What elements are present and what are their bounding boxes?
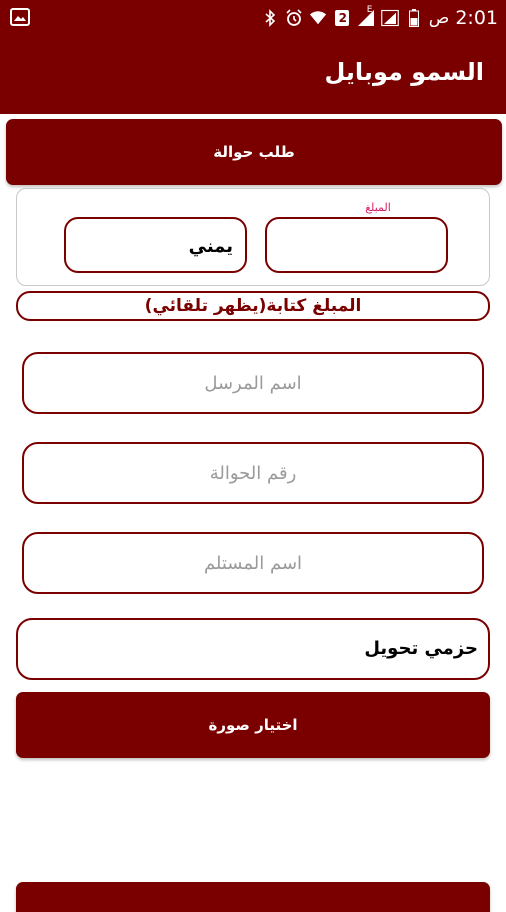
signal-icon (357, 5, 375, 27)
package-selector[interactable] (16, 618, 490, 680)
bottom-submit-button[interactable] (16, 882, 490, 912)
amount-card (16, 188, 490, 286)
transfer-number-field[interactable] (22, 442, 484, 504)
status-time: 2:01 (455, 7, 498, 29)
status-icons (261, 4, 498, 32)
alarm-icon (285, 9, 303, 27)
request-transfer-button[interactable] (6, 119, 502, 185)
sender-name-field[interactable] (22, 352, 484, 414)
app-title: السمو موبايل (324, 58, 484, 86)
wifi-icon (309, 9, 327, 27)
sender-name-input[interactable] (45, 372, 461, 395)
amount-label: المبلغ (365, 201, 391, 214)
app-bar (0, 36, 506, 114)
request-transfer-label: طلب حوالة (213, 143, 295, 161)
battery-icon (405, 9, 423, 27)
choose-image-button[interactable] (16, 692, 490, 758)
amount-in-words-field (16, 291, 490, 321)
currency-selector[interactable] (64, 217, 247, 273)
amount-input[interactable] (265, 217, 448, 273)
receiver-name-input[interactable] (45, 552, 461, 575)
choose-image-label: اختيار صورة (208, 716, 298, 734)
package-value: حزمي تحويل (364, 638, 478, 659)
status-bar (0, 0, 506, 36)
amount-in-words-text: المبلغ كتابة(يظهر تلقائي) (144, 296, 362, 316)
signal-box-icon (381, 9, 399, 27)
bluetooth-icon (261, 9, 279, 27)
network-badge: E (366, 5, 373, 15)
status-ampm: ص (428, 8, 450, 28)
transfer-number-input[interactable] (45, 462, 461, 485)
gallery-icon (10, 8, 30, 26)
receiver-name-field[interactable] (22, 532, 484, 594)
sim-badge: 2 (338, 11, 347, 25)
currency-value: يمني (188, 236, 233, 257)
